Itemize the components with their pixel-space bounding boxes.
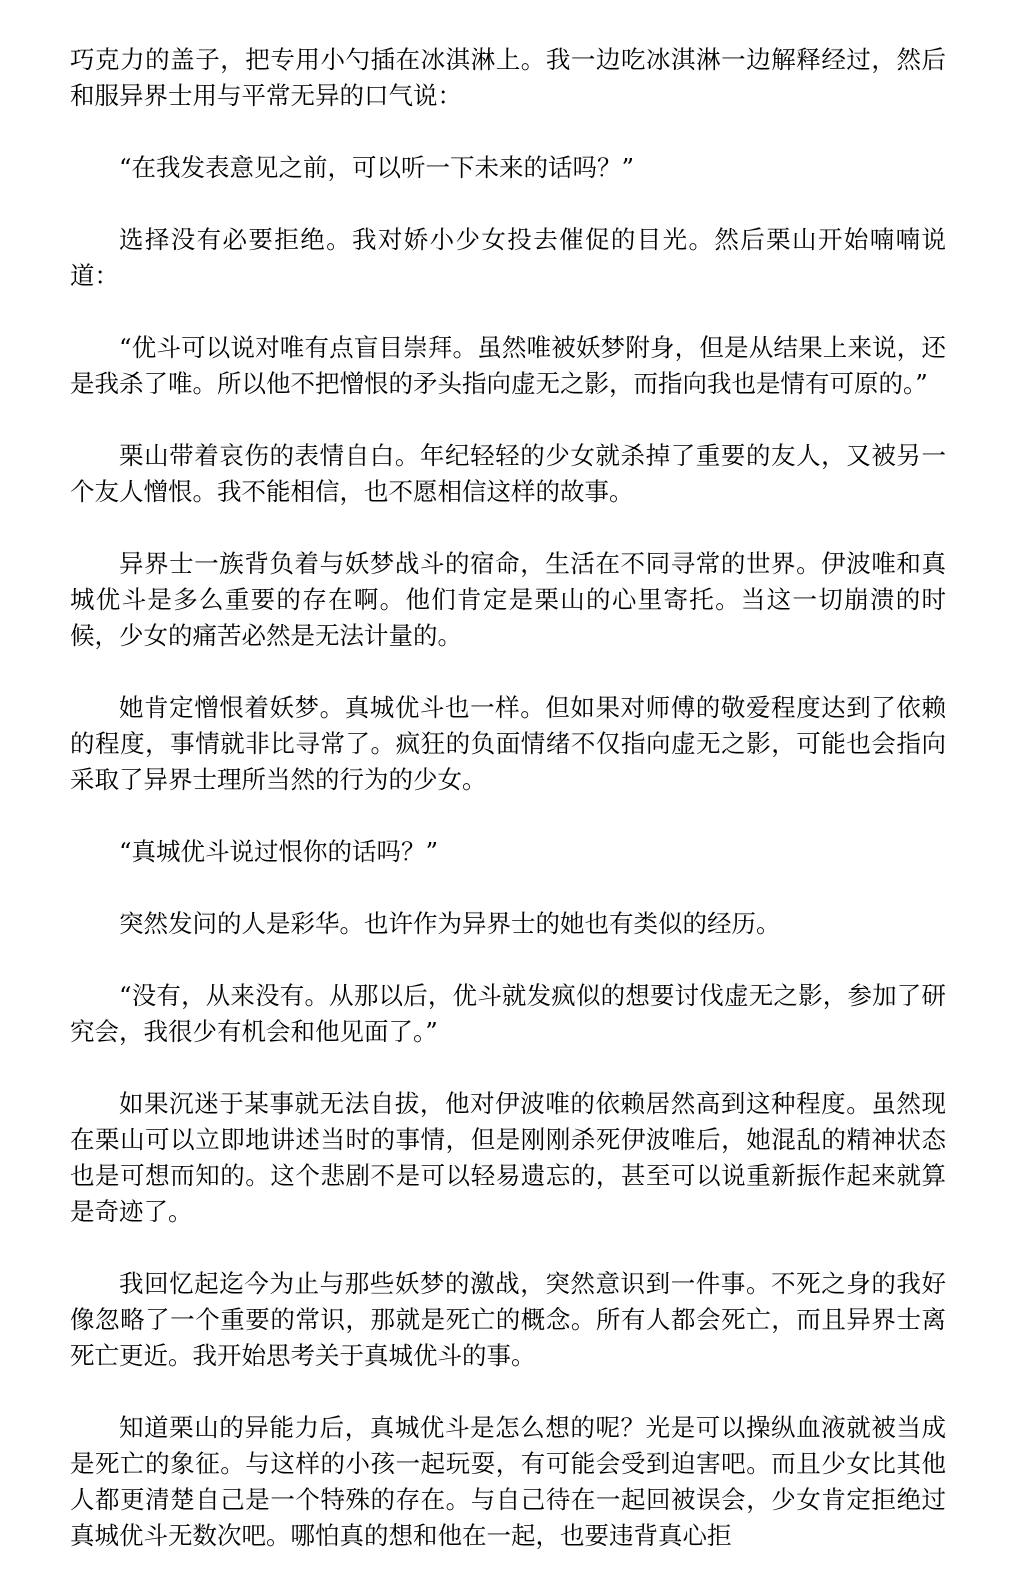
paragraph-6: 异界士一族背负着与妖梦战斗的宿命，生活在不同寻常的世界。伊波唯和真城优斗是多么重要的存在啊。他们肯定是栗山的心里寄托。当这一切崩溃的时候，少女的痛苦必然是无法计量的。 — [70, 549, 946, 650]
paragraph-9: 突然发问的人是彩华。也许作为异界士的她也有类似的经历。 — [119, 909, 781, 938]
paragraph-1: 巧克力的盖子，把专用小勺插在冰淇淋上。我一边吃冰淇淋一边解释经过，然后和服异界士用与平常无异的口气说： — [70, 45, 946, 110]
paragraph-2: “在我发表意见之前，可以听一下未来的话吗？” — [119, 153, 635, 182]
paragraph-3: 选择没有必要拒绝。我对娇小少女投去催促的目光。然后栗山开始喃喃说道： — [70, 225, 946, 290]
paragraph-10: “没有，从来没有。从那以后，优斗就发疯似的想要讨伐虚无之影，参加了研究会，我很少有机会和他见面了。” — [70, 981, 946, 1046]
paragraph-7: 她肯定憎恨着妖梦。真城优斗也一样。但如果对师傅的敬爱程度达到了依赖的程度，事情就非比寻常了。疯狂的负面情绪不仅指向虚无之影，可能也会指向采取了异界士理所当然的行为的少女。 — [70, 693, 946, 794]
paragraph-4: “优斗可以说对唯有点盲目崇拜。虽然唯被妖梦附身，但是从结果上来说，还是我杀了唯。所以他不把憎恨的矛头指向虚无之影，而指向我也是情有可原的。” — [70, 333, 946, 398]
body-text — [70, 42, 946, 1590]
paragraph-13: 知道栗山的异能力后，真城优斗是怎么想的呢？光是可以操纵血液就被当成是死亡的象征。与这样的小孩一起玩耍，有可能会受到迫害吧。而且少女比其他人都更清楚自己是一个特殊的存在。与自己待在一起回被误会，少女肯定拒绝过真城优斗无数次吧。哪怕真的想和他在一起，也要违背真心拒 — [70, 1413, 946, 1550]
paragraph-12: 我回忆起迄今为止与那些妖梦的激战，突然意识到一件事。不死之身的我好像忽略了一个重要的常识，那就是死亡的概念。所有人都会死亡，而且异界士离死亡更近。我开始思考关于真城优斗的事。 — [70, 1269, 946, 1370]
paragraph-8: “真城优斗说过恨你的话吗？” — [119, 837, 439, 866]
paragraph-5: 栗山带着哀伤的表情自白。年纪轻轻的少女就杀掉了重要的友人，又被另一个友人憎恨。我不能相信，也不愿相信这样的故事。 — [70, 441, 946, 506]
paragraph-11: 如果沉迷于某事就无法自拔，他对伊波唯的依赖居然高到这种程度。虽然现在栗山可以立即地讲述当时的事情，但是刚刚杀死伊波唯后，她混乱的精神状态也是可想而知的。这个悲剧不是可以轻易遗忘的，甚至可以说重新振作起来就算是奇迹了。 — [70, 1089, 946, 1226]
